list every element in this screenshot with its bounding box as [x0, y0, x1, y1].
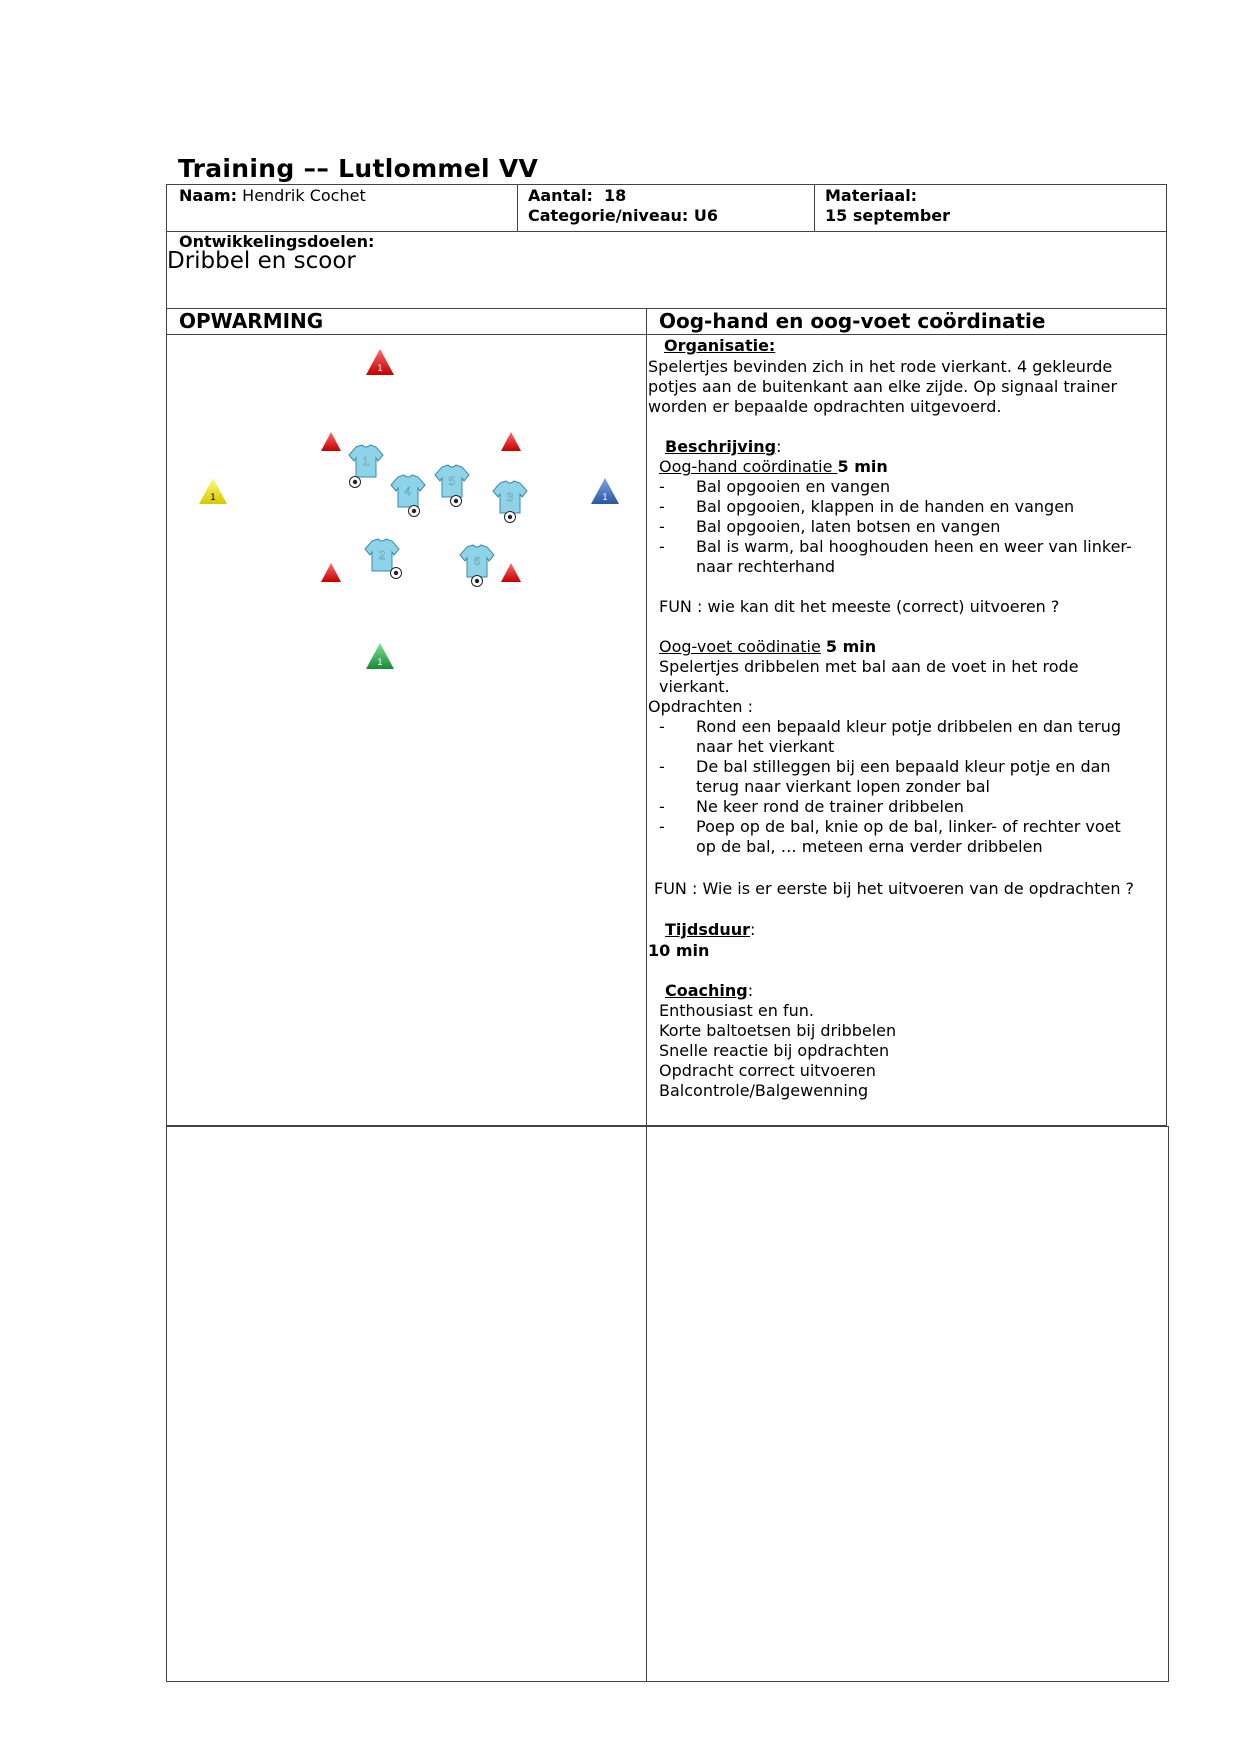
cone-square-br	[501, 563, 521, 582]
voet-line-1: Spelertjes dribbelen met bal aan de voet in het rode	[659, 657, 1079, 676]
hand-dash-2: -	[659, 497, 665, 516]
materiaal-label: Materiaal:	[825, 186, 918, 205]
player-2	[365, 539, 402, 579]
cone-left-yellow	[199, 478, 227, 504]
opdr-item-4: Poep op de bal, knie op de bal, linker- of rechter voet	[696, 817, 1121, 836]
section-left-title: OPWARMING	[179, 309, 324, 333]
hand-title	[659, 457, 888, 476]
coaching-line-2: Korte baltoetsen bij dribbelen	[659, 1021, 897, 1040]
page-title: Training –– Lutlommel VV	[178, 154, 539, 183]
header-divider-2	[814, 184, 815, 232]
cone-square-bl	[321, 563, 341, 582]
opdr-item-4-cont: op de bal, … meteen erna verder dribbelen	[696, 837, 1043, 856]
opdr-item-2: De bal stilleggen bij een bepaald kleur potje en dan	[696, 757, 1111, 776]
opdr-item-1-cont: naar het vierkant	[696, 737, 835, 756]
categorie-value: U6	[693, 206, 718, 225]
organisatie-heading: Organisatie:	[664, 336, 776, 355]
cone-left-label: 1	[210, 493, 216, 503]
hand-title-text: Oog-hand coördinatie	[659, 457, 838, 476]
opdr-item-2-cont: terug naar vierkant lopen zonder bal	[696, 777, 990, 796]
categorie-cell	[528, 206, 718, 226]
naam-cell	[179, 186, 366, 206]
hand-duration: 5 min	[837, 457, 888, 476]
coaching-line-5: Balcontrole/Balgewenning	[659, 1081, 869, 1100]
opdr-item-3: Ne keer rond de trainer dribbelen	[696, 797, 964, 816]
categorie-label: Categorie/niveau:	[528, 206, 689, 225]
cone-right-blue	[591, 478, 619, 504]
opdr-item-1: Rond een bepaald kleur potje dribbelen en dan terug	[696, 717, 1121, 736]
cone-square-tr	[501, 432, 521, 451]
coaching-line-4: Opdracht correct uitvoeren	[659, 1061, 876, 1080]
cone-bottom-label: 1	[377, 658, 383, 668]
exercise-diagram	[166, 335, 646, 715]
coaching-line-3: Snelle reactie bij opdrachten	[659, 1041, 890, 1060]
player-2-number: 2	[378, 549, 386, 562]
opdr-dash-3: -	[659, 797, 665, 816]
opdr-dash-1: -	[659, 717, 665, 736]
goals-label: Ontwikkelingsdoelen:	[179, 232, 375, 251]
hand-item-4: Bal is warm, bal hooghouden heen en weer van linker-	[696, 537, 1132, 556]
tijdsduur-heading-text: Tijdsduur	[665, 920, 750, 939]
voet-duration: 5 min	[825, 637, 877, 656]
aantal-label: Aantal:	[528, 186, 593, 205]
beschrijving-colon: :	[776, 437, 782, 456]
hand-item-2: Bal opgooien, klappen in de handen en vangen	[696, 497, 1075, 516]
player-5	[435, 465, 469, 507]
player-6-number: 6	[473, 555, 481, 568]
opdrachten-label: Opdrachten :	[648, 697, 753, 716]
naam-label: Naam:	[179, 186, 238, 205]
cone-top-label: 1	[377, 364, 383, 374]
hand-item-3: Bal opgooien, laten botsen en vangen	[696, 517, 1001, 536]
player-1-number: 1	[362, 455, 370, 468]
organisatie-line-3: worden er bepaalde opdrachten uitgevoerd.	[648, 397, 1002, 416]
player-6	[460, 545, 494, 587]
coaching-colon: :	[747, 981, 754, 1000]
date-value: 15 september	[825, 206, 951, 225]
cone-bottom-green	[366, 643, 394, 669]
goals-value: Dribbel en scoor	[167, 248, 356, 274]
beschrijving-heading-text: Beschrijving	[665, 437, 777, 456]
cone-square-tl	[321, 432, 341, 451]
player-5-number: 5	[448, 475, 456, 488]
voet-title	[659, 637, 876, 656]
hand-dash-1: -	[659, 477, 665, 496]
cone-right-label: 1	[602, 493, 608, 503]
player-4-number: 4	[404, 485, 412, 498]
tijdsduur-value: 10 min	[648, 941, 710, 960]
empty-cell-left	[166, 1126, 647, 1682]
player-3	[493, 481, 527, 523]
coaching-heading	[665, 981, 753, 1000]
coaching-line-1: Enthousiast en fun.	[659, 1001, 814, 1020]
organisatie-line-2: potjes aan de buitenkant aan elke zijde. Op signaal trainer	[648, 377, 1118, 396]
aantal-value: 18	[604, 186, 627, 205]
tijdsduur-colon: :	[749, 920, 756, 939]
player-3-number: 3	[506, 491, 514, 504]
empty-cell-right	[646, 1126, 1169, 1682]
organisatie-line-1: Spelertjes bevinden zich in het rode vierkant. 4 gekleurde	[648, 357, 1113, 376]
tijdsduur-heading	[665, 920, 755, 939]
voet-title-text: Oog-voet coödinatie	[659, 637, 821, 656]
cone-top-red	[366, 349, 394, 375]
beschrijving-heading	[665, 437, 781, 456]
section-right-title: Oog-hand en oog-voet coördinatie	[659, 309, 1046, 333]
hand-item-4-cont: naar rechterhand	[696, 557, 836, 576]
naam-value: Hendrik Cochet	[242, 186, 366, 205]
opdr-dash-4: -	[659, 817, 665, 836]
header-divider-1	[517, 184, 518, 232]
player-1	[349, 445, 383, 488]
player-4	[391, 475, 425, 517]
hand-item-1: Bal opgooien en vangen	[696, 477, 891, 496]
voet-line-2: vierkant.	[659, 677, 730, 696]
fun-line-2: FUN : Wie is er eerste bij het uitvoeren van de opdrachten ?	[654, 879, 1135, 898]
hand-dash-4: -	[659, 537, 665, 556]
opdr-dash-2: -	[659, 757, 665, 776]
aantal-cell	[528, 186, 626, 206]
coaching-heading-text: Coaching	[665, 981, 748, 1000]
hand-dash-3: -	[659, 517, 665, 536]
fun-line-1: FUN : wie kan dit het meeste (correct) uitvoeren ?	[659, 597, 1060, 616]
